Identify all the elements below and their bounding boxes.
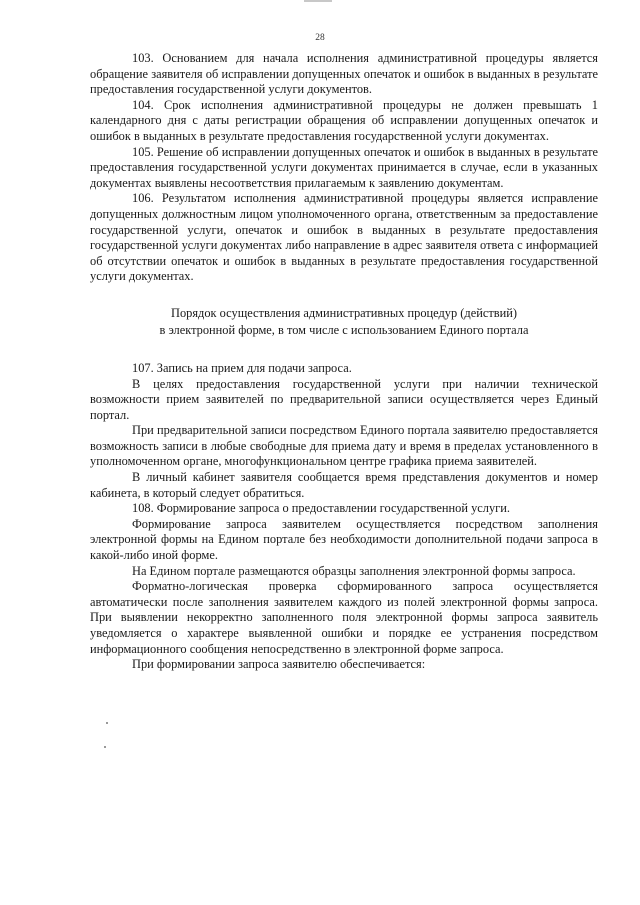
paragraph: Форматно-логическая проверка сформированного запроса осуществляется автоматически после заполнения заявителем каждого из полей электронной формы запроса. При выявлении некорректно заполненного поля электронной формы запроса заявитель уведомляется о характере выявленной ошибки и порядке ее устранения посредством информационного сообщения непосредственно в электронной форме запроса.	[90, 579, 598, 656]
paragraph-107: 107. Запись на прием для подачи запроса.	[132, 360, 352, 375]
paragraph: В целях предоставления государственной услуги при наличии технической возможности прием заявителей по предварительной записи осуществляется через Единый портал.	[90, 376, 598, 422]
paragraph: Формирование запроса заявителем осуществляется посредством заполнения электронной формы на Едином портале без необходимости дополнительной подачи запроса в какой-либо иной форме.	[90, 516, 598, 563]
section-heading	[90, 305, 598, 339]
paragraph: При формировании запроса заявителю обеспечивается:	[132, 657, 426, 672]
paragraph-103: 103. Основанием для начала исполнения административной процедуры является обращение заявителя об исправлении допущенных опечаток и ошибок в выданных в результате предоставления государственной услуги документов.	[90, 51, 598, 97]
document-body	[90, 51, 598, 673]
paragraph-105: 105. Решение об исправлении допущенных опечаток и ошибок в выданных в результате предоставления государственной услуги документах принимается в случае, если в указанных документах выявлены несоответствия прилагаемым к заявлению документам.	[90, 144, 598, 190]
paragraph-108: 108. Формирование запроса о предоставлении государственной услуги.	[132, 501, 510, 516]
paragraph: На Едином портале размещаются образцы заполнения электронной формы запроса.	[132, 563, 576, 578]
section-heading-line-1: Порядок осуществления административных процедур (действий)	[171, 305, 517, 320]
paragraph: При предварительной записи посредством Единого портала заявителю предоставляется возможность записи в любые свободные для приема дату и время в пределах установленного в уполномоченном органе, многофункциональном центре графика приема заявителей.	[90, 423, 598, 469]
paragraph-106: 106. Результатом исполнения административной процедуры является исправление допущенных должностным лицом уполномоченного органа, ответственным за предоставление государственной услуги, опечаток и ошибок в выданных в результате предоставления государственной услуги документах либо направление в адрес заявителя ответа с информацией об отсутствии опечаток и ошибок в выданных в результате предоставления государственной услуги документах.	[90, 191, 598, 284]
scan-artifact	[304, 0, 332, 2]
page-number: 28	[315, 33, 325, 43]
scan-speck	[104, 746, 106, 748]
section-heading-line-2: в электронной форме, в том числе с использованием Единого портала	[159, 322, 529, 337]
paragraph-104: 104. Срок исполнения административной процедуры не должен превышать 1 календарного дня с даты регистрации обращения об исправлении допущенных опечаток и ошибок в выданных в результате предоставления государственной услуги документах.	[90, 97, 598, 143]
paragraph: В личный кабинет заявителя сообщается время представления документов и номер кабинета, в который следует обратиться.	[90, 470, 598, 500]
scan-speck	[106, 722, 108, 724]
